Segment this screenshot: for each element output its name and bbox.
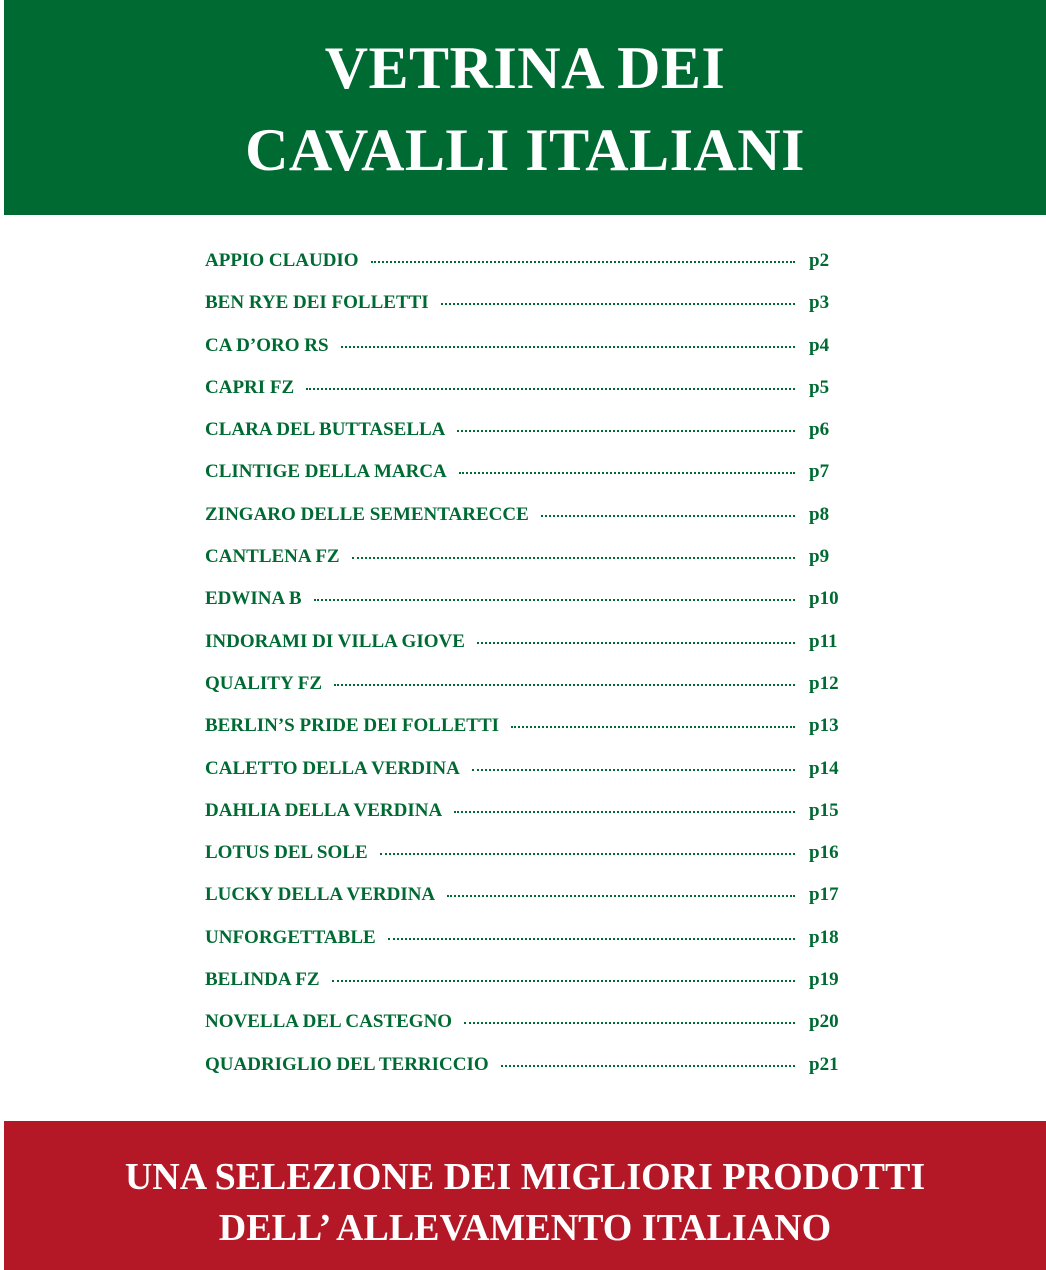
toc-entry-title: DAHLIA DELLA VERDINA: [205, 799, 443, 821]
toc-entry-page: p18: [809, 926, 839, 948]
toc-entry[interactable]: [205, 884, 845, 926]
toc-leader-dots: [352, 557, 795, 559]
toc-entry-page: p17: [809, 884, 839, 906]
footer-banner: [4, 1121, 1046, 1270]
toc-leader-dots: [477, 642, 795, 644]
toc-entry-page: p8: [809, 503, 830, 525]
toc-leader-dots: [332, 980, 795, 982]
toc-entry-title: CAPRI FZ: [205, 376, 295, 398]
page-title-line-1: VETRINA DEI: [324, 35, 726, 101]
toc-leader-dots: [441, 303, 795, 305]
toc-entry-page: p19: [809, 969, 839, 991]
toc-entry-title: CLINTIGE DELLA MARCA: [205, 461, 447, 483]
toc-entry[interactable]: [205, 1054, 845, 1096]
toc-entry-page: p3: [809, 292, 830, 314]
toc-entry-title: BERLIN’S PRIDE DEI FOLLETTI: [205, 715, 500, 737]
toc-entry-page: p12: [809, 672, 839, 694]
toc-leader-dots: [459, 472, 795, 474]
toc-entry-title: CANTLENA FZ: [205, 546, 340, 568]
toc-leader-dots: [464, 1022, 795, 1024]
toc-entry-page: p4: [809, 334, 830, 356]
toc-entry-title: BEN RYE DEI FOLLETTI: [205, 292, 429, 314]
toc-entry-title: ZINGARO DELLE SEMENTARECCE: [205, 503, 529, 525]
toc-entry-page: p2: [809, 250, 830, 271]
toc-leader-dots: [334, 684, 795, 686]
toc-leader-dots: [454, 811, 795, 813]
toc-entry-page: p6: [809, 419, 830, 441]
page-title-line-2: CAVALLI ITALIANI: [245, 117, 805, 183]
toc-entry-title: BELINDA FZ: [205, 969, 320, 991]
toc-leader-dots: [306, 388, 795, 390]
toc-entry-page: p21: [809, 1053, 839, 1075]
toc-entry-title: INDORAMI DI VILLA GIOVE: [205, 630, 465, 652]
toc-entry-page: p7: [809, 461, 830, 483]
toc-entry[interactable]: [205, 250, 845, 292]
toc-leader-dots: [314, 599, 795, 601]
toc-entry-page: p9: [809, 546, 830, 568]
toc-entry-title: LOTUS DEL SOLE: [205, 842, 368, 864]
toc-leader-dots: [341, 346, 795, 348]
toc-entry-page: p16: [809, 842, 839, 864]
toc-leader-dots: [472, 769, 795, 771]
toc-leader-dots: [501, 1065, 795, 1067]
toc-entry-title: UNFORGETTABLE: [205, 926, 376, 948]
toc-entry[interactable]: [205, 419, 845, 461]
toc-entry-page: p10: [809, 588, 839, 610]
toc-entry-page: p13: [809, 715, 839, 737]
footer-tagline-line-1: UNA SELEZIONE DEI MIGLIORI PRODOTTI: [124, 1156, 926, 1198]
toc-entry[interactable]: [205, 1011, 845, 1053]
toc-entry-title: APPIO CLAUDIO: [205, 250, 359, 271]
toc-entry[interactable]: [205, 631, 845, 673]
toc-entry[interactable]: [205, 588, 845, 630]
toc-entry[interactable]: [205, 504, 845, 546]
toc-entry[interactable]: [205, 842, 845, 884]
toc-entry-page: p5: [809, 376, 830, 398]
toc-entry-title: CLARA DEL BUTTASELLA: [205, 419, 446, 441]
toc-entry-title: NOVELLA DEL CASTEGNO: [205, 1011, 453, 1033]
toc-entry[interactable]: [205, 758, 845, 800]
toc-leader-dots: [380, 853, 795, 855]
toc-entry[interactable]: [205, 969, 845, 1011]
toc-entry-title: CA D’ORO RS: [205, 334, 329, 356]
toc-entry[interactable]: [205, 673, 845, 715]
toc-leader-dots: [447, 895, 795, 897]
toc-leader-dots: [511, 726, 795, 728]
toc-entry-page: p11: [809, 630, 838, 652]
toc-entry[interactable]: [205, 715, 845, 757]
toc-entry-title: EDWINA B: [205, 588, 302, 610]
toc-entry[interactable]: [205, 377, 845, 419]
header-banner: [4, 0, 1046, 215]
toc-entry-page: p20: [809, 1011, 839, 1033]
toc-leader-dots: [388, 938, 795, 940]
table-of-contents: [205, 250, 845, 1096]
toc-entry-page: p15: [809, 799, 839, 821]
toc-entry[interactable]: [205, 335, 845, 377]
toc-entry[interactable]: [205, 927, 845, 969]
toc-leader-dots: [541, 515, 795, 517]
toc-entry-title: LUCKY DELLA VERDINA: [205, 884, 436, 906]
toc-entry[interactable]: [205, 461, 845, 503]
toc-entry-title: QUALITY FZ: [205, 672, 323, 694]
toc-leader-dots: [457, 430, 795, 432]
toc-leader-dots: [371, 261, 795, 263]
footer-tagline-line-2: DELL’ ALLEVAMENTO ITALIANO: [218, 1207, 832, 1249]
toc-entry[interactable]: [205, 546, 845, 588]
toc-entry[interactable]: [205, 292, 845, 334]
toc-entry-title: QUADRIGLIO DEL TERRICCIO: [205, 1053, 489, 1075]
toc-entry-title: CALETTO DELLA VERDINA: [205, 757, 460, 779]
toc-entry-page: p14: [809, 757, 839, 779]
toc-entry[interactable]: [205, 800, 845, 842]
